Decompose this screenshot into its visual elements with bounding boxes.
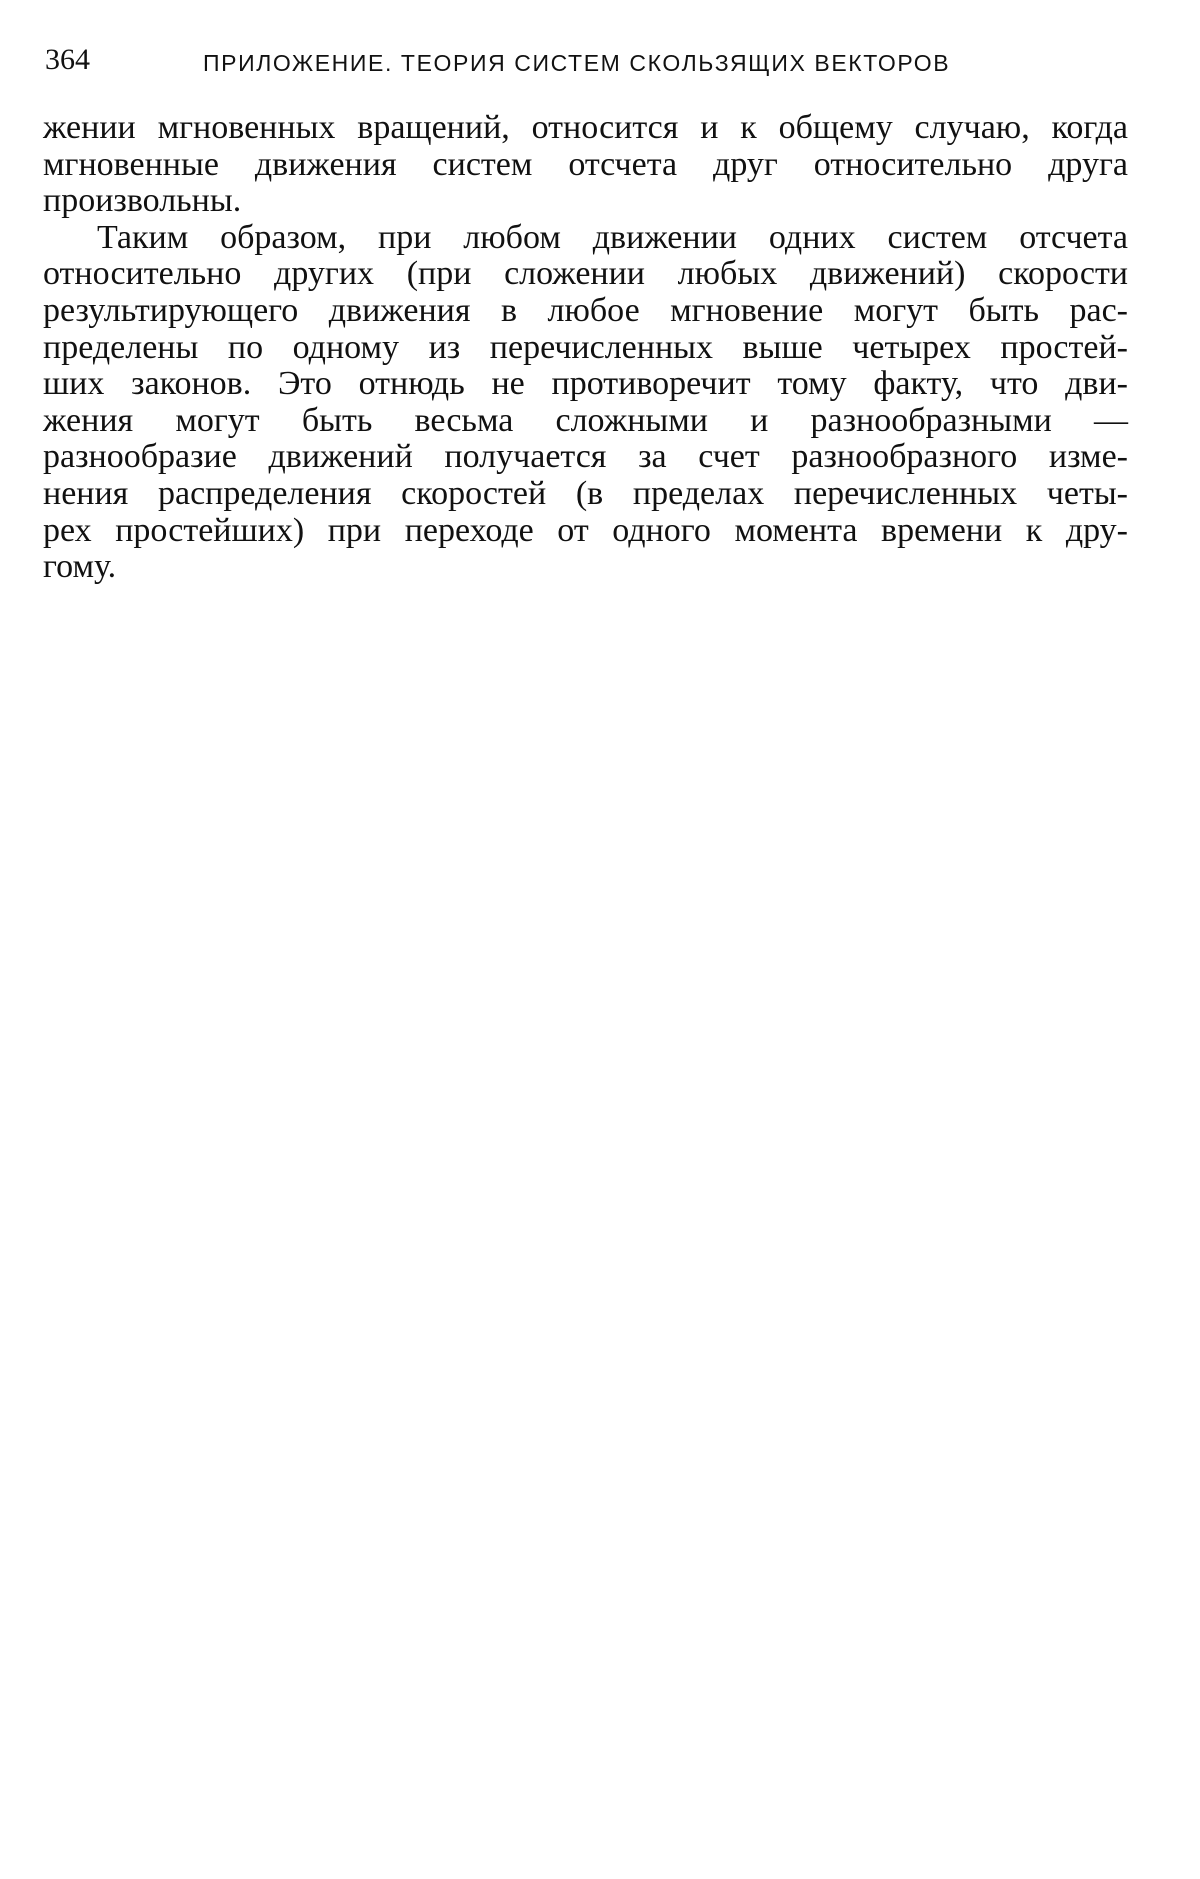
paragraph <box>43 220 1128 586</box>
text-line: произвольны. <box>43 182 242 220</box>
text-line: разнообразие движений получается за счет разнообразного изме- <box>43 438 1128 476</box>
running-title: ПРИЛОЖЕНИЕ. ТЕОРИЯ СИСТЕМ СКОЛЬЗЯЩИХ ВЕКТОРОВ <box>203 50 951 76</box>
page-number: 364 <box>45 43 90 76</box>
running-head <box>43 36 1128 82</box>
body-text <box>43 110 1128 586</box>
text-line: пределены по одному из перечисленных выше четырех простей- <box>43 328 1128 366</box>
book-page <box>43 36 1128 586</box>
text-line: Таким образом, при любом движении одних систем отсчета <box>97 218 1128 256</box>
text-line: жении мгновенных вращений, относится и к общему случаю, когда <box>43 109 1128 146</box>
text-line: гому. <box>43 548 117 586</box>
text-line: результирующего движения в любое мгновение могут быть рас- <box>43 291 1128 329</box>
text-line: жения могут быть весьма сложными и разнообразными — <box>43 401 1128 439</box>
text-line: нения распределения скоростей (в пределах перечисленных четы- <box>43 474 1128 512</box>
text-line: мгновенные движения систем отсчета друг относительно друга <box>43 145 1128 183</box>
text-line: относительно других (при сложении любых движений) скорости <box>43 255 1128 293</box>
text-line: ших законов. Это отнюдь не противоречит тому факту, что дви- <box>43 365 1128 403</box>
paragraph <box>43 110 1128 220</box>
text-line: рех простейших) при переходе от одного момента времени к дру- <box>43 511 1128 549</box>
